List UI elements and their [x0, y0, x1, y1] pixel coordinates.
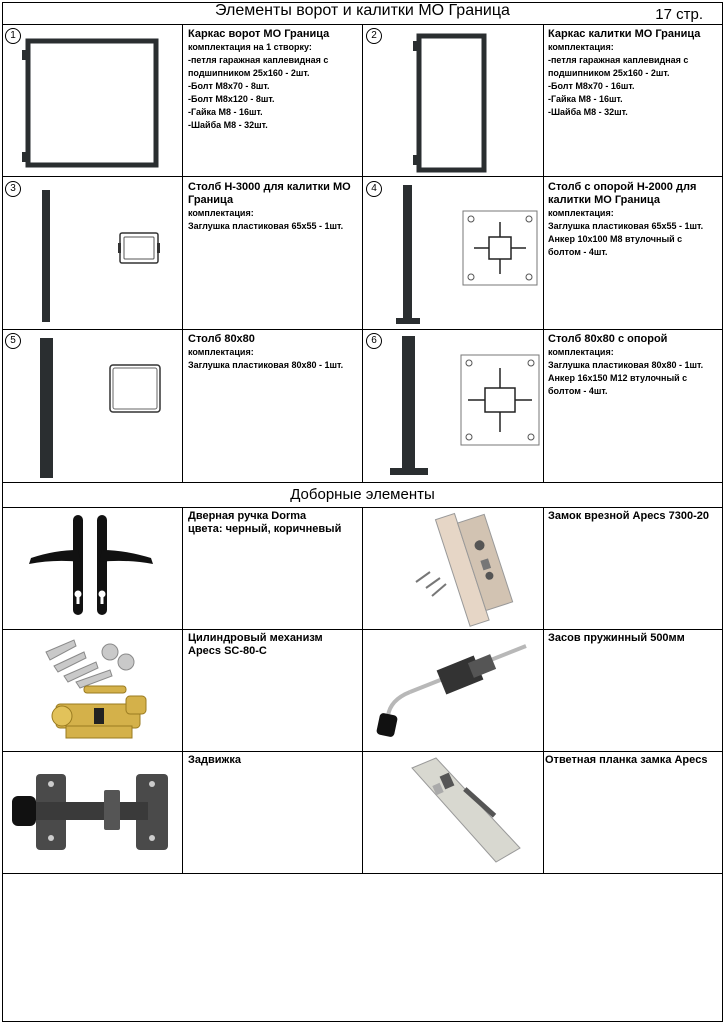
accessory-name: Задвижка [188, 754, 241, 766]
kit-item: Заглушка пластиковая 65х55 - 1шт. [188, 221, 344, 231]
v-line [182, 24, 183, 483]
kit-label: комплектация: [188, 208, 254, 218]
border-right [722, 2, 723, 1022]
product-description [548, 333, 720, 398]
cap-80x80-image [108, 363, 164, 415]
product-description [188, 181, 358, 233]
kit-item: -Болт М8х70 - 8шт. [188, 81, 270, 91]
kit-item: -петля гаражная каплевидная с [188, 55, 329, 65]
kit-label: комплектация на 1 створку: [188, 42, 312, 52]
post-with-base-image [394, 183, 422, 328]
kit-item: -Шайба М8 - 32шт. [188, 120, 268, 130]
kit-label: комплектация: [548, 347, 614, 357]
kit-label: комплектация: [188, 347, 254, 357]
accessory-description [545, 754, 723, 767]
item-number-badge: 1 [5, 28, 21, 44]
kit-item: Заглушка пластиковая 80х80 - 1шт. [188, 360, 344, 370]
post-image [40, 188, 54, 324]
product-name: Каркас ворот МО Граница [188, 28, 330, 40]
accessory-description [188, 510, 358, 536]
kit-item: -Шайба М8 - 32шт. [548, 107, 628, 117]
cylinder-lock-image [40, 632, 160, 748]
kit-item: болтом - 4шт. [548, 386, 608, 396]
kit-item: болтом - 4шт. [548, 247, 608, 257]
item-number-badge: 2 [366, 28, 382, 44]
v-line [543, 507, 544, 874]
border-left [2, 2, 3, 1022]
v-line [362, 24, 363, 483]
item-number-badge: 5 [5, 333, 21, 349]
accessory-description [548, 510, 720, 523]
kit-label: комплектация: [548, 42, 614, 52]
latch-bolt-image [8, 772, 178, 856]
door-handle-image [25, 512, 160, 622]
item-number-badge: 3 [5, 181, 21, 197]
kit-item: Анкер 10х100 М8 втулочный с [548, 234, 683, 244]
page-number: 17 стр. [655, 6, 703, 23]
base-plate-diagram-image [462, 210, 540, 288]
accessory-name: Цилиндровый механизм Apecs SC-80-C [188, 632, 323, 657]
v-line [362, 507, 363, 874]
kit-item: подшипником 25х160 - 2шт. [188, 68, 310, 78]
base-plate-diagram-image [460, 354, 542, 448]
border-bottom [2, 1021, 723, 1022]
mortise-lock-image [408, 510, 526, 626]
gate-frame-image [20, 38, 165, 170]
kit-item: Заглушка пластиковая 80х80 - 1шт. [548, 360, 704, 370]
spring-bolt-image [370, 640, 530, 744]
v-line [543, 24, 544, 483]
accessory-name: Дверная ручка Dorma [188, 510, 307, 522]
product-description [548, 28, 720, 119]
page-title: Элементы ворот и калитки МО Граница [215, 2, 510, 19]
product-name: Столб 80х80 [188, 333, 255, 345]
product-description [188, 333, 358, 372]
strike-plate-image [408, 756, 526, 868]
post-80x80-with-base-image [388, 334, 430, 480]
kit-item: -Гайка М8 - 16шт. [548, 94, 623, 104]
accessory-description [188, 754, 358, 767]
accessory-name: Засов пружинный 500мм [548, 632, 685, 644]
product-name: Столб 80х80 с опорой [548, 333, 668, 345]
accessory-name: Замок врезной Apecs 7300-20 [548, 510, 709, 522]
product-description [188, 28, 358, 132]
item-number-badge: 4 [366, 181, 382, 197]
accessory-note: цвета: черный, коричневый [188, 523, 342, 535]
product-name: Каркас калитки МО Граница [548, 28, 701, 40]
section-title: Доборные элементы [290, 486, 435, 503]
kit-item: подшипником 25х160 - 2шт. [548, 68, 670, 78]
kit-item: -петля гаражная каплевидная с [548, 55, 689, 65]
kit-item: -Болт М8х120 - 8шт. [188, 94, 275, 104]
product-name: Столб с опорой Н-2000 для калитки МО Граница [548, 181, 697, 206]
accessory-name: Ответная планка замка Apecs [545, 754, 708, 766]
item-number-badge: 6 [366, 333, 382, 349]
accessory-description [548, 632, 720, 645]
accessory-description [188, 632, 358, 658]
kit-item: Анкер 16х150 М12 втулочный с [548, 373, 688, 383]
kit-label: комплектация: [548, 208, 614, 218]
wicket-frame-image [410, 33, 490, 173]
kit-item: -Гайка М8 - 16шт. [188, 107, 263, 117]
post-80x80-image [38, 336, 58, 480]
product-description [548, 181, 720, 259]
product-name: Столб Н-3000 для калитки МО Граница [188, 181, 351, 206]
v-line [182, 507, 183, 874]
kit-item: -Болт М8х70 - 16шт. [548, 81, 635, 91]
cap-65x55-image [118, 230, 162, 266]
kit-item: Заглушка пластиковая 65х55 - 1шт. [548, 221, 704, 231]
